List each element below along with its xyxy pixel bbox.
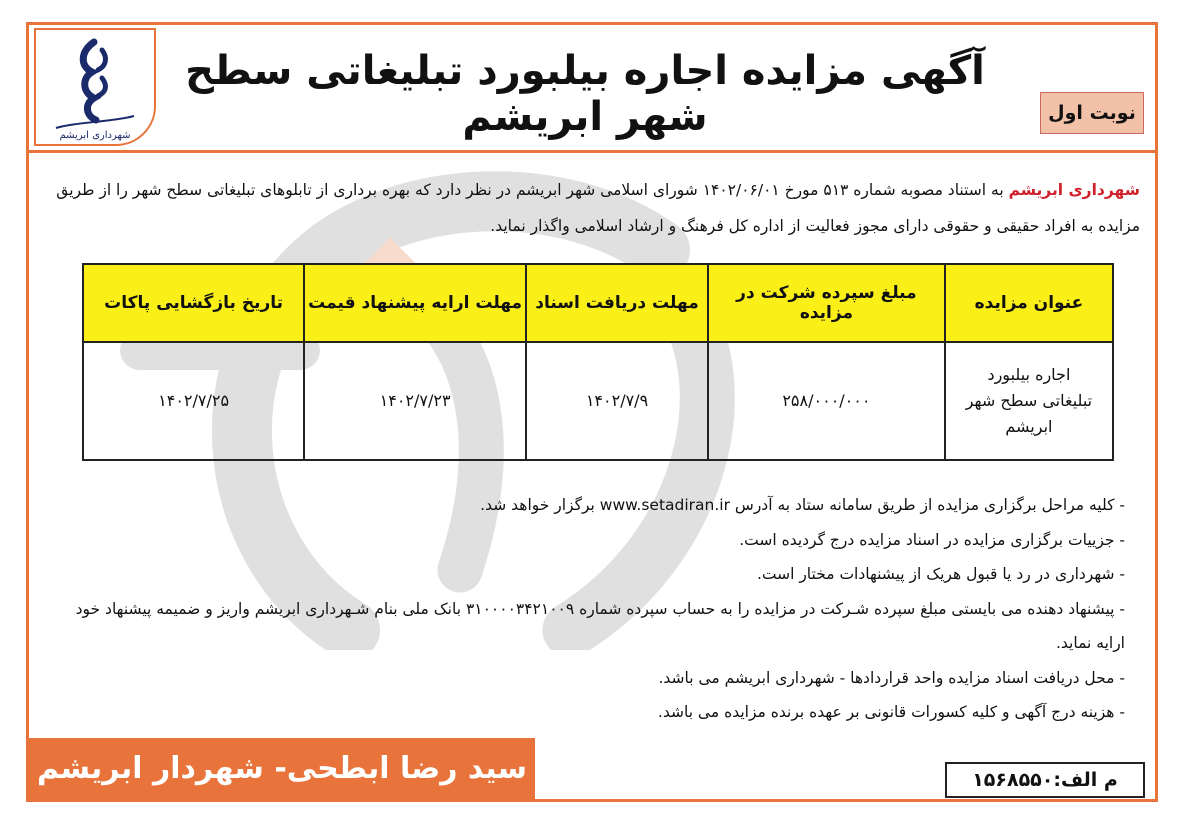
auction-table: [82, 263, 1114, 461]
intro-text: به استناد مصوبه شماره ۵۱۳ مورخ ۱۴۰۲/۰۶/۰۱ شورای اسلامی شهر ابریشم در نظر دارد که بهره برداری از تابلوهای تبلیغاتی سطح شهر را از طریق مزایده به افراد حقیقی و حقوقی دارای مجوز فعالیت از اداره کل فرهنگ و ارشاد اسلامی واگذار نماید.: [56, 181, 1140, 235]
cell-docs-deadline: ۱۴۰۲/۷/۹: [526, 342, 708, 460]
nobat-badge: نوبت اول: [1040, 92, 1144, 134]
header-bid-deadline: مهلت ارایه پیشنهاد قیمت: [304, 264, 526, 342]
cell-opening-date: ۱۴۰۲/۷/۲۵: [83, 342, 304, 460]
list-item: - هزینه درج آگهی و کلیه کسورات قانونی بر عهده برنده مزایده می باشد.: [657, 703, 1125, 721]
svg-text:شهرداری ابریشم: شهرداری ابریشم: [59, 130, 131, 141]
list-item: - کلیه مراحل برگزاری مزایده از طریق سامانه ستاد به آدرس www.setadiran.ir برگزار خواهد شد.: [480, 496, 1125, 514]
header-opening-date: تاریخ بازگشایی پاکات: [83, 264, 304, 342]
list-item: - پیشنهاد دهنده می بایستی مبلغ سپرده شـرکت در مزایده را به حساب سپرده شماره ۳۱۰۰۰۰۳۴۲۱۰۰۹ بانک ملی بنام شـهرداری ابریشم واریز و ضمیمه پیشنهاد خود ارایه نماید.: [75, 599, 1125, 652]
cell-bid-deadline: ۱۴۰۲/۷/۲۳: [304, 342, 526, 460]
cell-deposit: ۲۵۸/۰۰۰/۰۰۰: [708, 342, 945, 460]
cell-title: اجاره بیلبورد تبلیغاتی سطح شهر ابریشم: [945, 342, 1113, 460]
header-deposit: مبلغ سپرده شرکت در مزایده: [708, 264, 945, 342]
mayor-signature: سید رضا ابطحی- شهردار ابریشم: [29, 738, 535, 800]
intro-highlight: شهرداری ابریشم: [1008, 181, 1140, 199]
notes-list: [45, 488, 1125, 730]
notice-code: م الف:۱۵۶۸۵۵۰: [945, 762, 1145, 798]
list-item: - محل دریافت اسناد مزایده واحد قراردادها - شهرداری ابریشم می باشد.: [658, 668, 1125, 687]
municipality-logo-icon: [36, 30, 154, 144]
intro-paragraph: [45, 172, 1140, 244]
logo: [34, 28, 156, 146]
table-row: [83, 342, 1113, 460]
header-title: عنوان مزایده: [945, 264, 1113, 342]
list-item: - جزییات برگزاری مزایده در اسناد مزایده درج گردیده است.: [739, 530, 1125, 549]
header-docs-deadline: مهلت دریافت اسناد: [526, 264, 708, 342]
table-header-row: [83, 264, 1113, 342]
header-divider: [29, 150, 1155, 153]
list-item: - شهرداری در رد یا قبول هریک از پیشنهادات مختار است.: [756, 565, 1125, 583]
page-title: آگهی مزایده اجاره بیلبورد تبلیغاتی سطح شهر ابریشم: [185, 48, 985, 140]
